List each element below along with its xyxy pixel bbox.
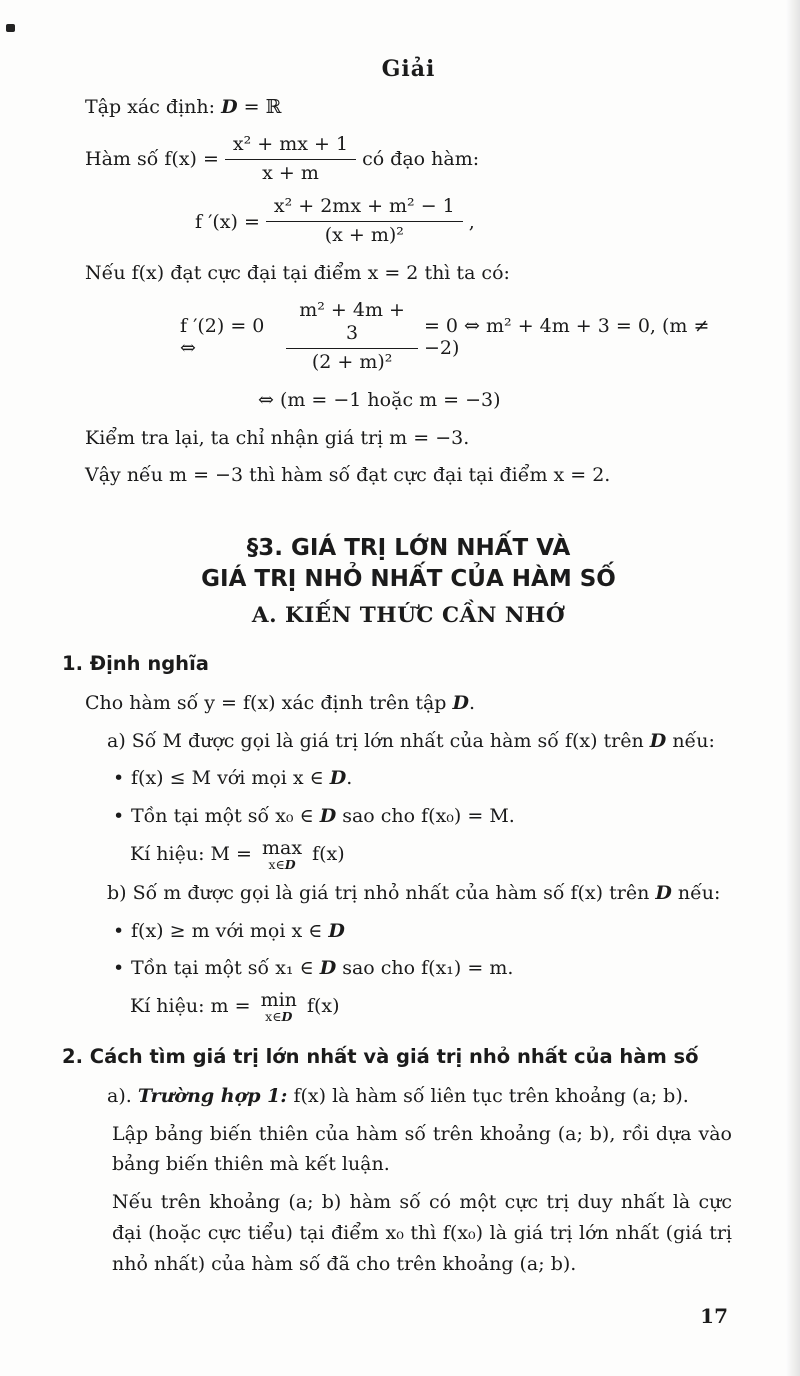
fraction [286, 299, 418, 375]
item1-b-bullet1-pre: f(x) ≥ m với mọi x ∈ [131, 919, 329, 942]
domain-line [85, 92, 732, 123]
function-line-pre: Hàm số f(x) = [85, 148, 219, 171]
section-heading-line2: GIÁ TRỊ NHỎ NHẤT CỦA HÀM SỐ [201, 566, 616, 593]
item2-case1-text: f(x) là hàm số liên tục trên khoảng (a; b). [287, 1084, 689, 1107]
script-d-symbol: D [649, 729, 667, 752]
fraction-denominator: (2 + m)² [311, 351, 393, 374]
item2-paragraph1: Lập bảng biến thiên của hàm số trên khoảng (a; b), rồi dựa vào bảng biến thiên mà kết luận. [112, 1122, 732, 1176]
check-line: Kiểm tra lại, ta chỉ nhận giá trị m = −3. [85, 426, 470, 449]
script-d-symbol: D [221, 96, 238, 118]
fraction-denominator: (x + m)² [324, 224, 404, 247]
max-subscript-pre: x∈ [268, 856, 285, 872]
item1-b-definition [107, 878, 732, 909]
item1-b-bullet2 [113, 953, 732, 984]
item1-intro-pre: Cho hàm số y = f(x) xác định trên tập [85, 691, 453, 714]
item1-a-notation [130, 836, 732, 872]
item1-a-bullet2-post: sao cho f(x₀) = M. [336, 805, 515, 828]
solution-title: Giải [381, 56, 436, 82]
derivative-line-pre: f ′(x) = [195, 210, 260, 233]
condition-line: Nếu f(x) đạt cực đại tại điểm x = 2 thì ta có: [85, 261, 510, 284]
script-d-symbol: D [329, 767, 347, 790]
item1-b-notation-pre: Kí hiệu: m = [130, 995, 257, 1018]
item1-a-def-pre: a) Số M được gọi là giá trị lớn nhất của hàm số f(x) trên [107, 729, 650, 752]
equation-line-pre: f ′(2) = 0 ⇔ [180, 314, 265, 359]
item1-a-bullet2 [113, 801, 732, 832]
item1-b-notation-post: f(x) [300, 995, 340, 1018]
item2-case1-line [107, 1081, 732, 1112]
item1-b-def-post: nếu: [671, 881, 721, 904]
item1-b-bullet2-post: sao cho f(x₁) = m. [336, 957, 514, 980]
item1-a-def-post: nếu: [666, 729, 715, 752]
item1-a-bullet1-pre: f(x) ≤ M với mọi x ∈ [131, 767, 330, 790]
item1-intro [85, 688, 732, 719]
scan-artifact [6, 24, 15, 32]
function-line-post: có đạo hàm: [362, 148, 480, 171]
derivative-line-post: , [468, 210, 475, 233]
min-subscript-pre: x∈ [265, 1009, 282, 1025]
domain-line-pre: Tập xác định: [85, 96, 222, 118]
item1-a-definition [107, 726, 732, 757]
item2-case1-label: a). [107, 1084, 138, 1107]
conclusion-line: Vậy nếu m = −3 thì hàm số đạt cực đại tại điểm x = 2. [85, 464, 611, 487]
item1-a-notation-post: f(x) [306, 842, 345, 865]
script-d-symbol: D [284, 856, 296, 872]
equation-line [180, 299, 732, 375]
equation-line-post: = 0 ⇔ m² + 4m + 3 = 0, (m ≠ −2) [423, 314, 710, 359]
derivative-line [195, 195, 732, 248]
item1-a-bullet2-pre: Tồn tại một số x₀ ∈ [131, 805, 320, 828]
script-d-symbol: D [328, 919, 345, 942]
item1-title: 1. Định nghĩa [62, 652, 209, 676]
section-heading-line3: A. KIẾN THỨC CẦN NHỚ [251, 603, 566, 629]
item2-title: 2. Cách tìm giá trị lớn nhất và giá trị nhỏ nhất của hàm số [62, 1045, 699, 1069]
min-operator-subscript [261, 1010, 297, 1023]
max-operator [262, 836, 303, 872]
section-heading [85, 533, 732, 630]
fraction [266, 195, 463, 248]
function-definition-line [85, 133, 732, 186]
item1-a-bullet1 [113, 763, 732, 794]
section-heading-line1: §3. GIÁ TRỊ LỚN NHẤT VÀ [246, 535, 571, 562]
item1-a-notation-pre: Kí hiệu: M = [130, 842, 258, 865]
item1-b-bullet1 [113, 916, 732, 947]
fraction-denominator: x + m [262, 161, 319, 184]
fraction-numerator: x² + mx + 1 [225, 133, 356, 160]
fraction-numerator: m² + 4m + 3 [286, 299, 418, 350]
script-d-symbol: D [319, 805, 337, 828]
item2-paragraph2: Nếu trên khoảng (a; b) hàm số có một cực trị duy nhất là cực đại (hoặc cực tiểu) tại điểm x₀ thì f(x₀) là giá trị lớn nhất (giá trị nhỏ nhất) của hàm số đã cho trên khoảng (a; b). [112, 1191, 732, 1275]
item2-case1-name: Trường hợp 1: [137, 1084, 288, 1107]
domain-line-eq: = ℝ [237, 96, 282, 118]
scan-edge-shadow [786, 0, 800, 1376]
min-operator-name: min [260, 989, 297, 1012]
item1-a-bullet1-post: . [346, 767, 353, 790]
fraction [225, 133, 356, 186]
fraction-numerator: x² + 2mx + m² − 1 [266, 195, 463, 222]
script-d-symbol: D [655, 881, 672, 904]
script-d-symbol: D [319, 957, 337, 980]
min-operator [261, 991, 297, 1023]
item1-b-def-pre: b) Số m được gọi là giá trị nhỏ nhất của hàm số f(x) trên [107, 881, 656, 904]
item1-intro-post: . [469, 691, 476, 714]
item1-b-notation [130, 991, 732, 1023]
roots-line: ⇔ (m = −1 hoặc m = −3) [258, 388, 501, 411]
item1-b-bullet2-pre: Tồn tại một số x₁ ∈ [131, 957, 320, 980]
script-d-symbol: D [452, 691, 469, 714]
max-operator-name: max [262, 836, 303, 859]
page-number: 17 [700, 1304, 728, 1329]
max-operator-subscript [262, 858, 302, 871]
script-d-symbol: D [281, 1009, 293, 1025]
